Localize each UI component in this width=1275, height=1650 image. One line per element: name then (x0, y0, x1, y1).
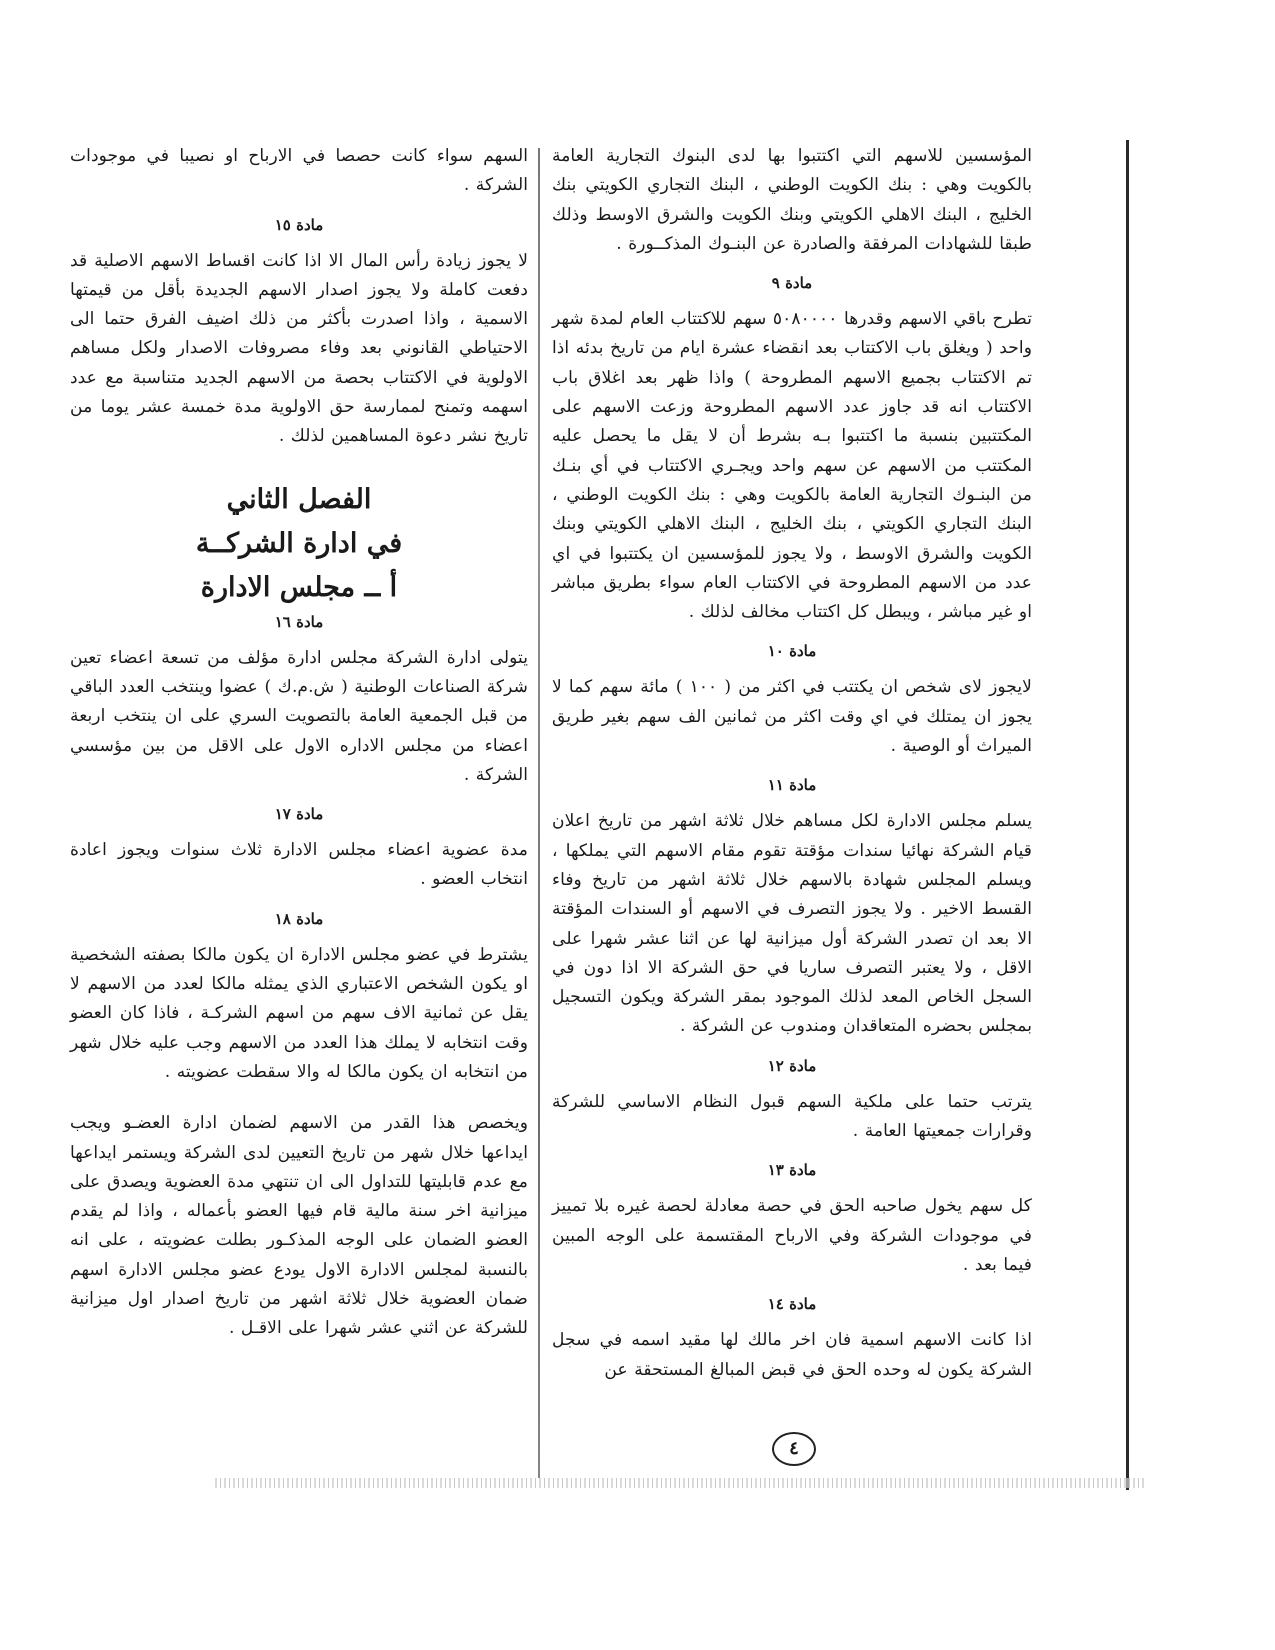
article-11-heading: مادة ١١ (767, 776, 817, 795)
scan-edge-line (1126, 140, 1129, 1490)
paragraph-article-17: مدة عضوية اعضاء مجلس الادارة ثلاث سنوات ويجوز اعادة انتخاب العضو . (70, 840, 528, 890)
article-13-heading: مادة ١٣ (767, 1161, 817, 1180)
article-10-heading: مادة ١٠ (767, 642, 817, 661)
chapter-title: الفصل الثاني (226, 483, 372, 515)
column-divider (538, 148, 540, 1478)
left-column (70, 142, 528, 1344)
paragraph-article-9: تطرح باقي الاسهم وقدرها ٥٠٨٠٠٠٠ سهم للاكتتاب العام لمدة شهر واحد ( ويغلق باب الاكتتاب بعد انقضاء عشرة ايام من تاريخ بدئه اذا تم الاكتتاب بجميع الاسهم المطروحة ) واذا ظهر بعد اغلاق باب الاكتتاب انه قد جاوز عدد الاسهم المطروحة وزعت الاسهم على المكتتبين بنسبة ما اكتتبوا بـه بشرط أن لا يقل ما يحصل عليه المكتتب من الاسهم عن سهم واحد ويجـري الاكتتاب في أي بنـك من البنـوك التجارية العامة بالكويت وهي : بنك الكويت الوطني ، البنك التجاري الكويتي ، بنك الخليج ، البنك الاهلي الكويتي وبنك الكويت والشرق الاوسط ، ولا يجوز للمؤسسين ان يكتتبوا في اي عدد من الاسهم المطروحة في الاكتتاب العام سواء بطريق مباشر او غير مباشر ، ويبطل كل اكتتاب مخالف لذلك . (552, 309, 1032, 623)
right-column (552, 142, 1032, 1385)
paragraph-article-8-end: المؤسسين للاسهم التي اكتتبوا بها لدى البنوك التجارية العامة بالكويت وهي : بنك الكويت الوطني ، البنك التجاري الكويتي بنك الخليج ، البنك الاهلي الكويتي وبنك الكويت والشرق الاوسط وذلك طبقا للشهادات المرفقة والصادرة عن البنـوك المذكــورة . (552, 146, 1032, 254)
paragraph-article-13: كل سهم يخول صاحبه الحق في حصة معادلة لحصة غيره بلا تمييز في موجودات الشركة وفي الارباح المقتسمة على الوجه المبين فيما بعد . (552, 1196, 1032, 1275)
paragraph-gap (70, 1087, 528, 1109)
paragraph-article-18-continued: ويخصص هذا القدر من الاسهم لضمان ادارة العضـو ويجب ايداعها خلال شهر من تاريخ التعيين لدى الشركة ويستمر ايداعها مع عدم قابليتها للتداول الى ان تنتهي مدة العضوية ويصدق على ميزانية اخر سنة مالية قام فيها العضو بأعماله ، واذا لم يقدم العضو الضمان على الوجه المذكـور بطلت عضويته ، على انه بالنسبة لمجلس الادارة الاول يودع عضو مجلس الادارة اسهم ضمان العضوية خلال ثلاثة اشهر من تاريخ اصدار اول ميزانية للشركة عن اثني عشر شهرا على الاقـل . (70, 1113, 528, 1339)
article-9-heading: مادة ٩ (771, 274, 813, 293)
article-18-heading: مادة ١٨ (274, 909, 324, 928)
paragraph-article-16: يتولى ادارة الشركة مجلس ادارة مؤلف من تسعة اعضاء تعين شركة الصناعات الوطنية ( ش.م.ك ) عضوا وينتخب العدد الباقي من قبل الجمعية العامة بالتصويت السري على ان ينتخب اربعة اعضاء من مجلس الاداره الاول على الاقل من بين مؤسسي الشركة . (70, 647, 528, 785)
article-16-heading: مادة ١٦ (274, 612, 324, 631)
scan-noise-strip (215, 1478, 1145, 1488)
article-14-heading: مادة ١٤ (767, 1295, 817, 1314)
article-15-heading: مادة ١٥ (274, 215, 324, 234)
paragraph-article-14-end: السهم سواء كانت حصصا في الارباح او نصيبا في موجودات الشركة . (70, 146, 528, 196)
section-title: أ ــ مجلس الادارة (200, 571, 398, 603)
page-number: ٤ (772, 1432, 816, 1466)
paragraph-article-10: لايجوز لاى شخص ان يكتتب في اكثر من ( ١٠٠ ) مائة سهم كما لا يجوز ان يمتلك في اي وقت اكثر من ثمانين الف سهم بغير طريق الميراث أو الوصية . (552, 677, 1032, 757)
paragraph-article-14: اذا كانت الاسهم اسمية فان اخر مالك لها مقيد اسمه في سجل الشركة يكون له وحده الحق في قبض المبالغ المستحقة عن (552, 1330, 1032, 1380)
paragraph-article-12: يترتب حتما على ملكية السهم قبول النظام الاساسي للشركة وقرارات جمعيتها العامة . (552, 1091, 1032, 1142)
chapter-subtitle: في ادارة الشركــة (195, 527, 403, 559)
paragraph-article-11: يسلم مجلس الادارة لكل مساهم خلال ثلاثة اشهر من تاريخ اعلان قيام الشركة نهائيا سندات مؤقتة تقوم مقام الاسهم التي يملكها ، ويسلم المجلس شهادة بالاسهم خلال ثلاثة اشهر من تاريخ وفاء القسط الاخير . ولا يجوز التصرف في الاسهم أو السندات المؤقتة الا بعد ان تصدر الشركة أول ميزانية لها عن اثنا عشر شهرا على الاقل ، ولا يعتبر التصرف ساريا في حق الشركة الا اذا دون في السجل الخاص المعد لذلك الموجود بمقر الشركة ويكون التسجيل بمجلس بحضره المتعاقدان ومندوب عن الشركة . (552, 811, 1032, 1037)
article-12-heading: مادة ١٢ (767, 1056, 817, 1075)
article-17-heading: مادة ١٧ (274, 805, 324, 824)
paragraph-article-18: يشترط في عضو مجلس الادارة ان يكون مالكا بصفته الشخصية او يكون الشخص الاعتباري الذي يمثله مالكا لعدد من الاسهم لا يقل عن ثمانية الاف سهم من اسهم الشركـة ، فاذا كان العضو وقت انتخابه لا يملك هذا العدد من الاسهم وجب عليه خلال شهر من انتخابه ان يكون مالكا له والا سقطت عضويته . (70, 944, 528, 1082)
paragraph-article-15: لا يجوز زيادة رأس المال الا اذا كانت اقساط الاسهم الاصلية قد دفعت كاملة ولا يجوز اصدار الاسهم الجديدة بأقل من قيمتها الاسمية ، واذا اصدرت بأكثر من ذلك اضيف الفرق حتما الى الاحتياطي القانوني بعد وفاء مصروفات الاصدار ولكل مساهم الاولوية في الاكتتاب بحصة من الاسهم الجديد متناسبة مع عدد اسهمه وتمنح لممارسة حق الاولوية مدة خمسة عشر يوما من تاريخ نشر دعوة المساهمين لذلك . (70, 250, 528, 447)
